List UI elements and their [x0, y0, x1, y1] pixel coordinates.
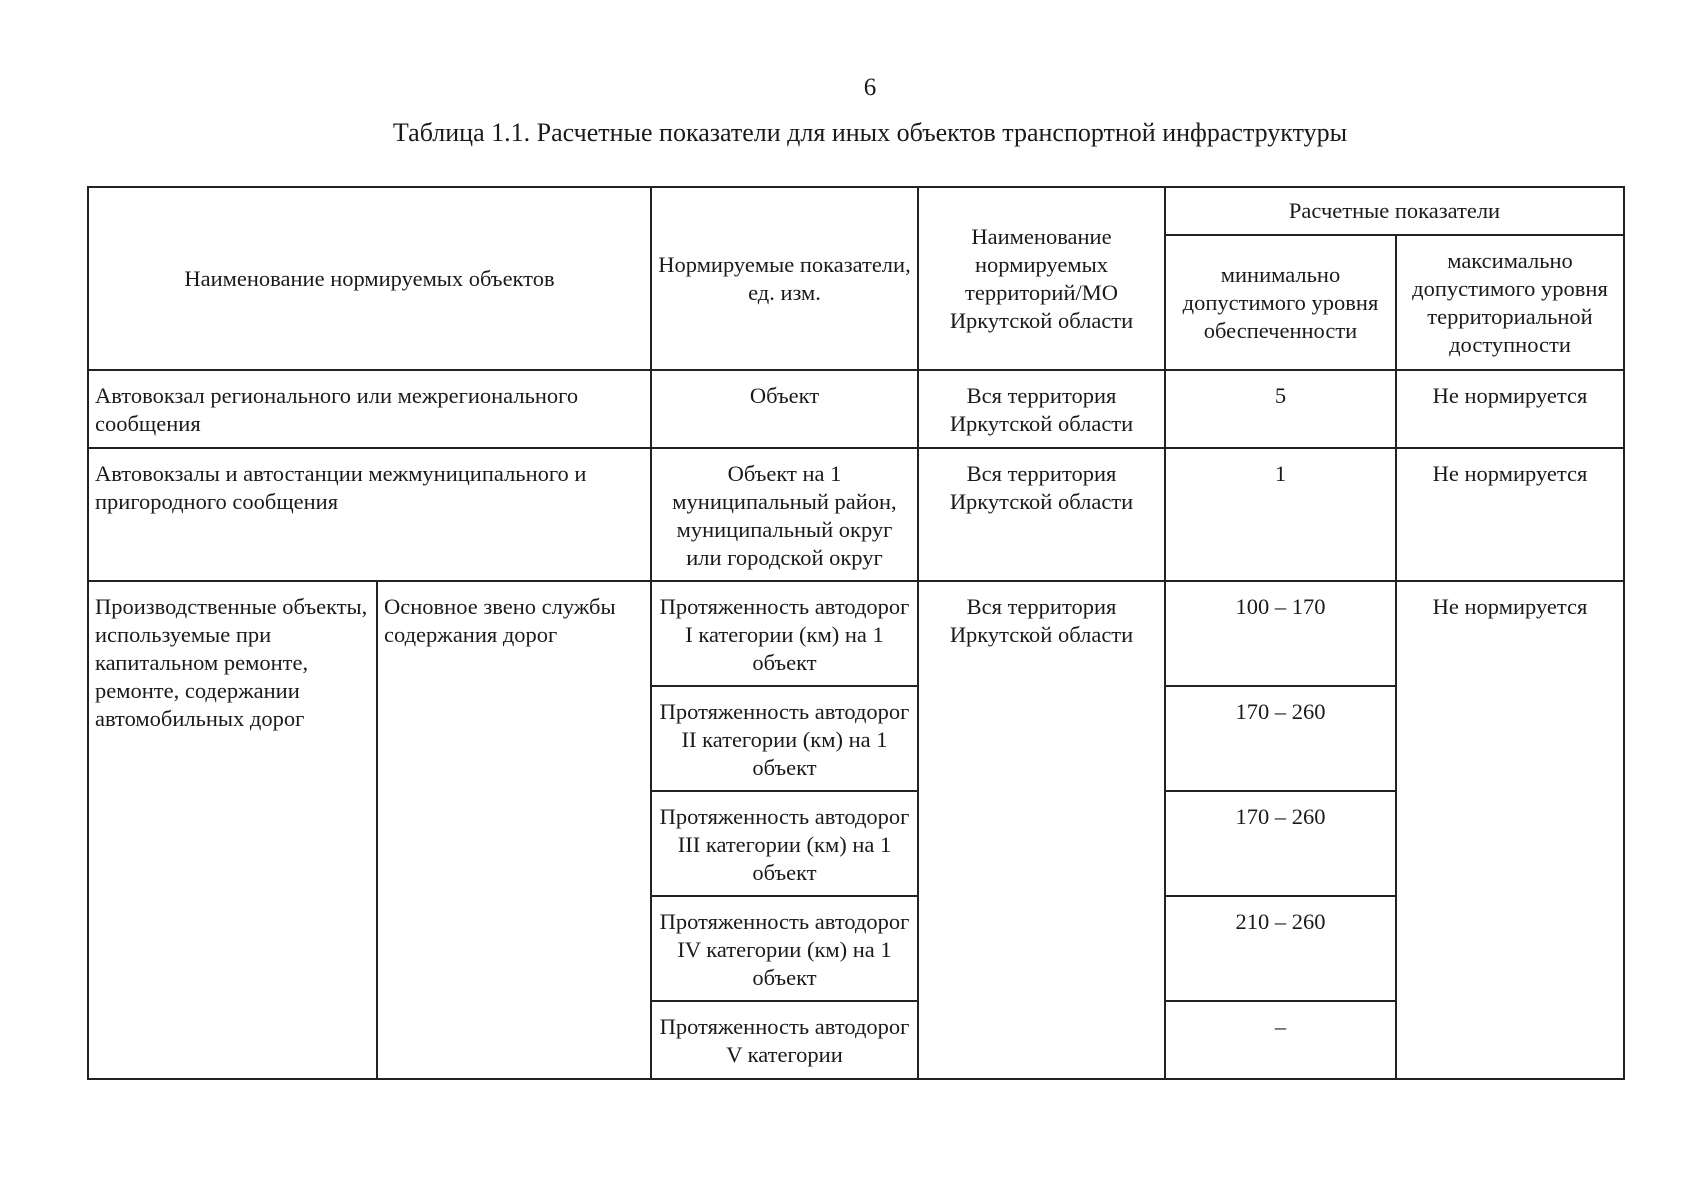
cell-min: 100 – 170 [1165, 581, 1396, 686]
cell-max: Не нормируется [1396, 581, 1624, 1079]
header-indicators: Нормируемые показатели, ед. изм. [651, 187, 918, 370]
cell-territory: Вся территория Иркутской области [918, 448, 1165, 581]
header-row-1 [88, 187, 1624, 235]
table-row [88, 448, 1624, 581]
cell-territory: Вся территория Иркутской области [918, 581, 1165, 1079]
page-number: 6 [863, 74, 877, 101]
cell-object: Автовокзалы и автостанции межмуниципального и пригородного сообщения [88, 448, 651, 581]
cell-min: 170 – 260 [1165, 791, 1396, 896]
header-object-name: Наименование нормируемых объектов [88, 187, 651, 370]
cell-min: 170 – 260 [1165, 686, 1396, 791]
cell-min: – [1165, 1001, 1396, 1079]
table-row [88, 370, 1624, 448]
cell-indicator: Протяженность автодорог III категории (км) на 1 объект [651, 791, 918, 896]
cell-min: 1 [1165, 448, 1396, 581]
header-min-level: минимально допустимого уровня обеспеченности [1165, 235, 1396, 370]
table-row [88, 581, 1624, 686]
cell-indicator: Объект на 1 муниципальный район, муниципальный округ или городской округ [651, 448, 918, 581]
table-caption: Таблица 1.1. Расчетные показатели для иных объектов транспортной инфраструктуры [392, 118, 1348, 147]
cell-indicator: Протяженность автодорог IV категории (км) на 1 объект [651, 896, 918, 1001]
header-max-level: максимально допустимого уровня территориальной доступности [1396, 235, 1624, 370]
cell-indicator: Протяженность автодорог V категории [651, 1001, 918, 1079]
cell-min: 5 [1165, 370, 1396, 448]
cell-indicator: Протяженность автодорог II категории (км) на 1 объект [651, 686, 918, 791]
cell-production-object: Производственные объекты, используемые при капитальном ремонте, ремонте, содержании автомобильных дорог [88, 581, 377, 1079]
cell-max: Не нормируется [1396, 448, 1624, 581]
cell-territory: Вся территория Иркутской области [918, 370, 1165, 448]
cell-indicator: Объект [651, 370, 918, 448]
header-calculated-indicators: Расчетные показатели [1165, 187, 1624, 235]
cell-min: 210 – 260 [1165, 896, 1396, 1001]
indicators-table [87, 186, 1625, 1080]
cell-max: Не нормируется [1396, 370, 1624, 448]
cell-object: Автовокзал регионального или межрегионального сообщения [88, 370, 651, 448]
cell-production-subobject: Основное звено службы содержания дорог [377, 581, 651, 1079]
cell-indicator: Протяженность автодорог I категории (км) на 1 объект [651, 581, 918, 686]
header-territory: Наименование нормируемых территорий/МО Иркутской области [918, 187, 1165, 370]
